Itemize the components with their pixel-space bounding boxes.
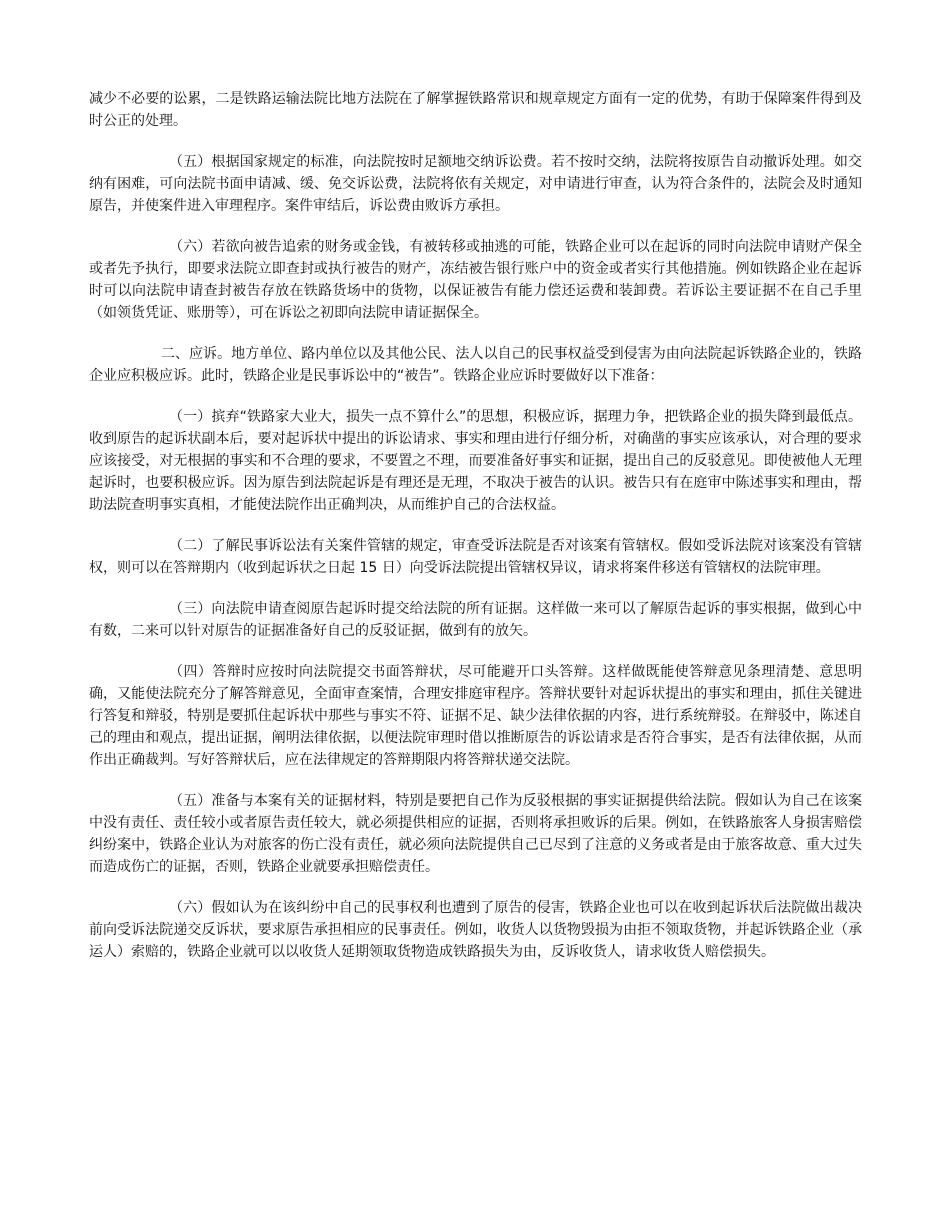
paragraph-respond-item-6: （六）假如认为在该纠纷中自己的民事权利也遭到了原告的侵害，铁路企业也可以在收到起诉状后法院做出裁决前向受诉法院递交反诉状，要求原告承担相应的民事责任。例如，收货人以货物毁损为由拒不领取货物，并起诉铁路企业（承运人）索赔的，铁路企业就可以以收货人延期领取货物造成铁路损失为由，反诉收货人，请求收货人赔偿损失。 xyxy=(89,900,862,960)
paragraph-respond-item-1: （一）摈弃“铁路家大业大，损失一点不算什么”的思想，积极应诉，据理力争，把铁路企业的损失降到最低点。收到原告的起诉状副本后，要对起诉状中提出的诉讼请求、事实和理由进行仔细分析，对确凿的事实应该承认，对合理的要求应该接受，对无根据的事实和不合理的要求，不要置之不理，而要准备好事实和证据，提出自己的反驳意见。即使被他人无理起诉时，也要积极应诉。因为原告到法院起诉是有理还是无理，不取决于被告的认识。被告只有在庭审中陈述事实和理由，帮助法院查明事实真相，才能使法院作出正确判决，从而维护自己的合法权益。 xyxy=(89,409,862,513)
paragraph-item-6-preservation: （六）若欲向被告追索的财务或金钱，有被转移或抽逃的可能，铁路企业可以在起诉的同时向法院申请财产保全或者先予执行，即要求法院立即查封或执行被告的财产，冻结被告银行账户中的资金或者实行其他措施。例如铁路企业在起诉时可以向法院申请查封被告存放在铁路货场中的货物，以保证被告有能力偿还运费和装卸费。若诉讼主要证据不在自己手里（如领货凭证、账册等），可在诉讼之初即向法院申请证据保全。 xyxy=(89,239,862,321)
paragraph-respond-item-5: （五）准备与本案有关的证据材料，特别是要把自己作为反驳根据的事实证据提供给法院。假如认为自己在该案中没有责任、责任较小或者原告责任较大，就必须提供相应的证据，否则将承担败诉的后果。例如，在铁路旅客人身损害赔偿纠纷案中，铁路企业认为对旅客的伤亡没有责任，就必须向法院提供自己已尽到了注意的义务或者是由于旅客故意、重大过失而造成伤亡的证据，否则，铁路企业就要承担赔偿责任。 xyxy=(89,793,862,875)
paragraph-respond-item-4: （四）答辩时应按时向法院提交书面答辩状，尽可能避开口头答辩。这样做既能使答辩意见条理清楚、意思明确，又能使法院充分了解答辩意见，全面审查案情，合理安排庭审程序。答辩状要针对起诉状提出的事实和理由，抓住关键进行答复和辩驳，特别是要抓住起诉状中那些与事实不符、证据不足、缺少法律依据的内容，进行系统辩驳。在辩驳中，陈述自己的理由和观点，提出证据，阐明法律依据，以便法院审理时借以推断原告的诉讼请求是否符合事实，是否有法律依据，从而作出正确裁判。写好答辩状后，应在法律规定的答辩期限内将答辩状递交法院。 xyxy=(89,664,862,768)
paragraph-section-2-respond: 二、应诉。地方单位、路内单位以及其他公民、法人以自己的民事权益受到侵害为由向法院起诉铁路企业的，铁路企业应积极应诉。此时，铁路企业是民事诉讼中的“被告”。铁路企业应诉时要做好以下准备： xyxy=(89,346,862,384)
paragraph-respond-item-2: （二）了解民事诉讼法有关案件管辖的规定，审查受诉法院是否对该案有管辖权。假如受诉法院对该案没有管辖权，则可以在答辩期内（收到起诉状之日起 15 日）向受诉法院提出管辖权异议，请求将案件移送有管辖权的法院审理。 xyxy=(89,538,862,576)
document-body xyxy=(89,88,862,982)
paragraph-item-5-fees: （五）根据国家规定的标准，向法院按时足额地交纳诉讼费。若不按时交纳，法院将按原告自动撤诉处理。如交纳有困难，可向法院书面申请减、缓、免交诉讼费，法院将依有关规定，对申请进行审查，认为符合条件的，法院会及时通知原告，并使案件进入审理程序。案件审结后，诉讼费由败诉方承担。 xyxy=(89,154,862,214)
paragraph-continuation: 减少不必要的讼累，二是铁路运输法院比地方法院在了解掌握铁路常识和规章规定方面有一定的优势，有助于保障案件得到及时公正的处理。 xyxy=(89,91,862,129)
paragraph-respond-item-3: （三）向法院申请查阅原告起诉时提交给法院的所有证据。这样做一来可以了解原告起诉的事实根据，做到心中有数，二来可以针对原告的证据准备好自己的反驳证据，做到有的放矢。 xyxy=(89,601,862,639)
